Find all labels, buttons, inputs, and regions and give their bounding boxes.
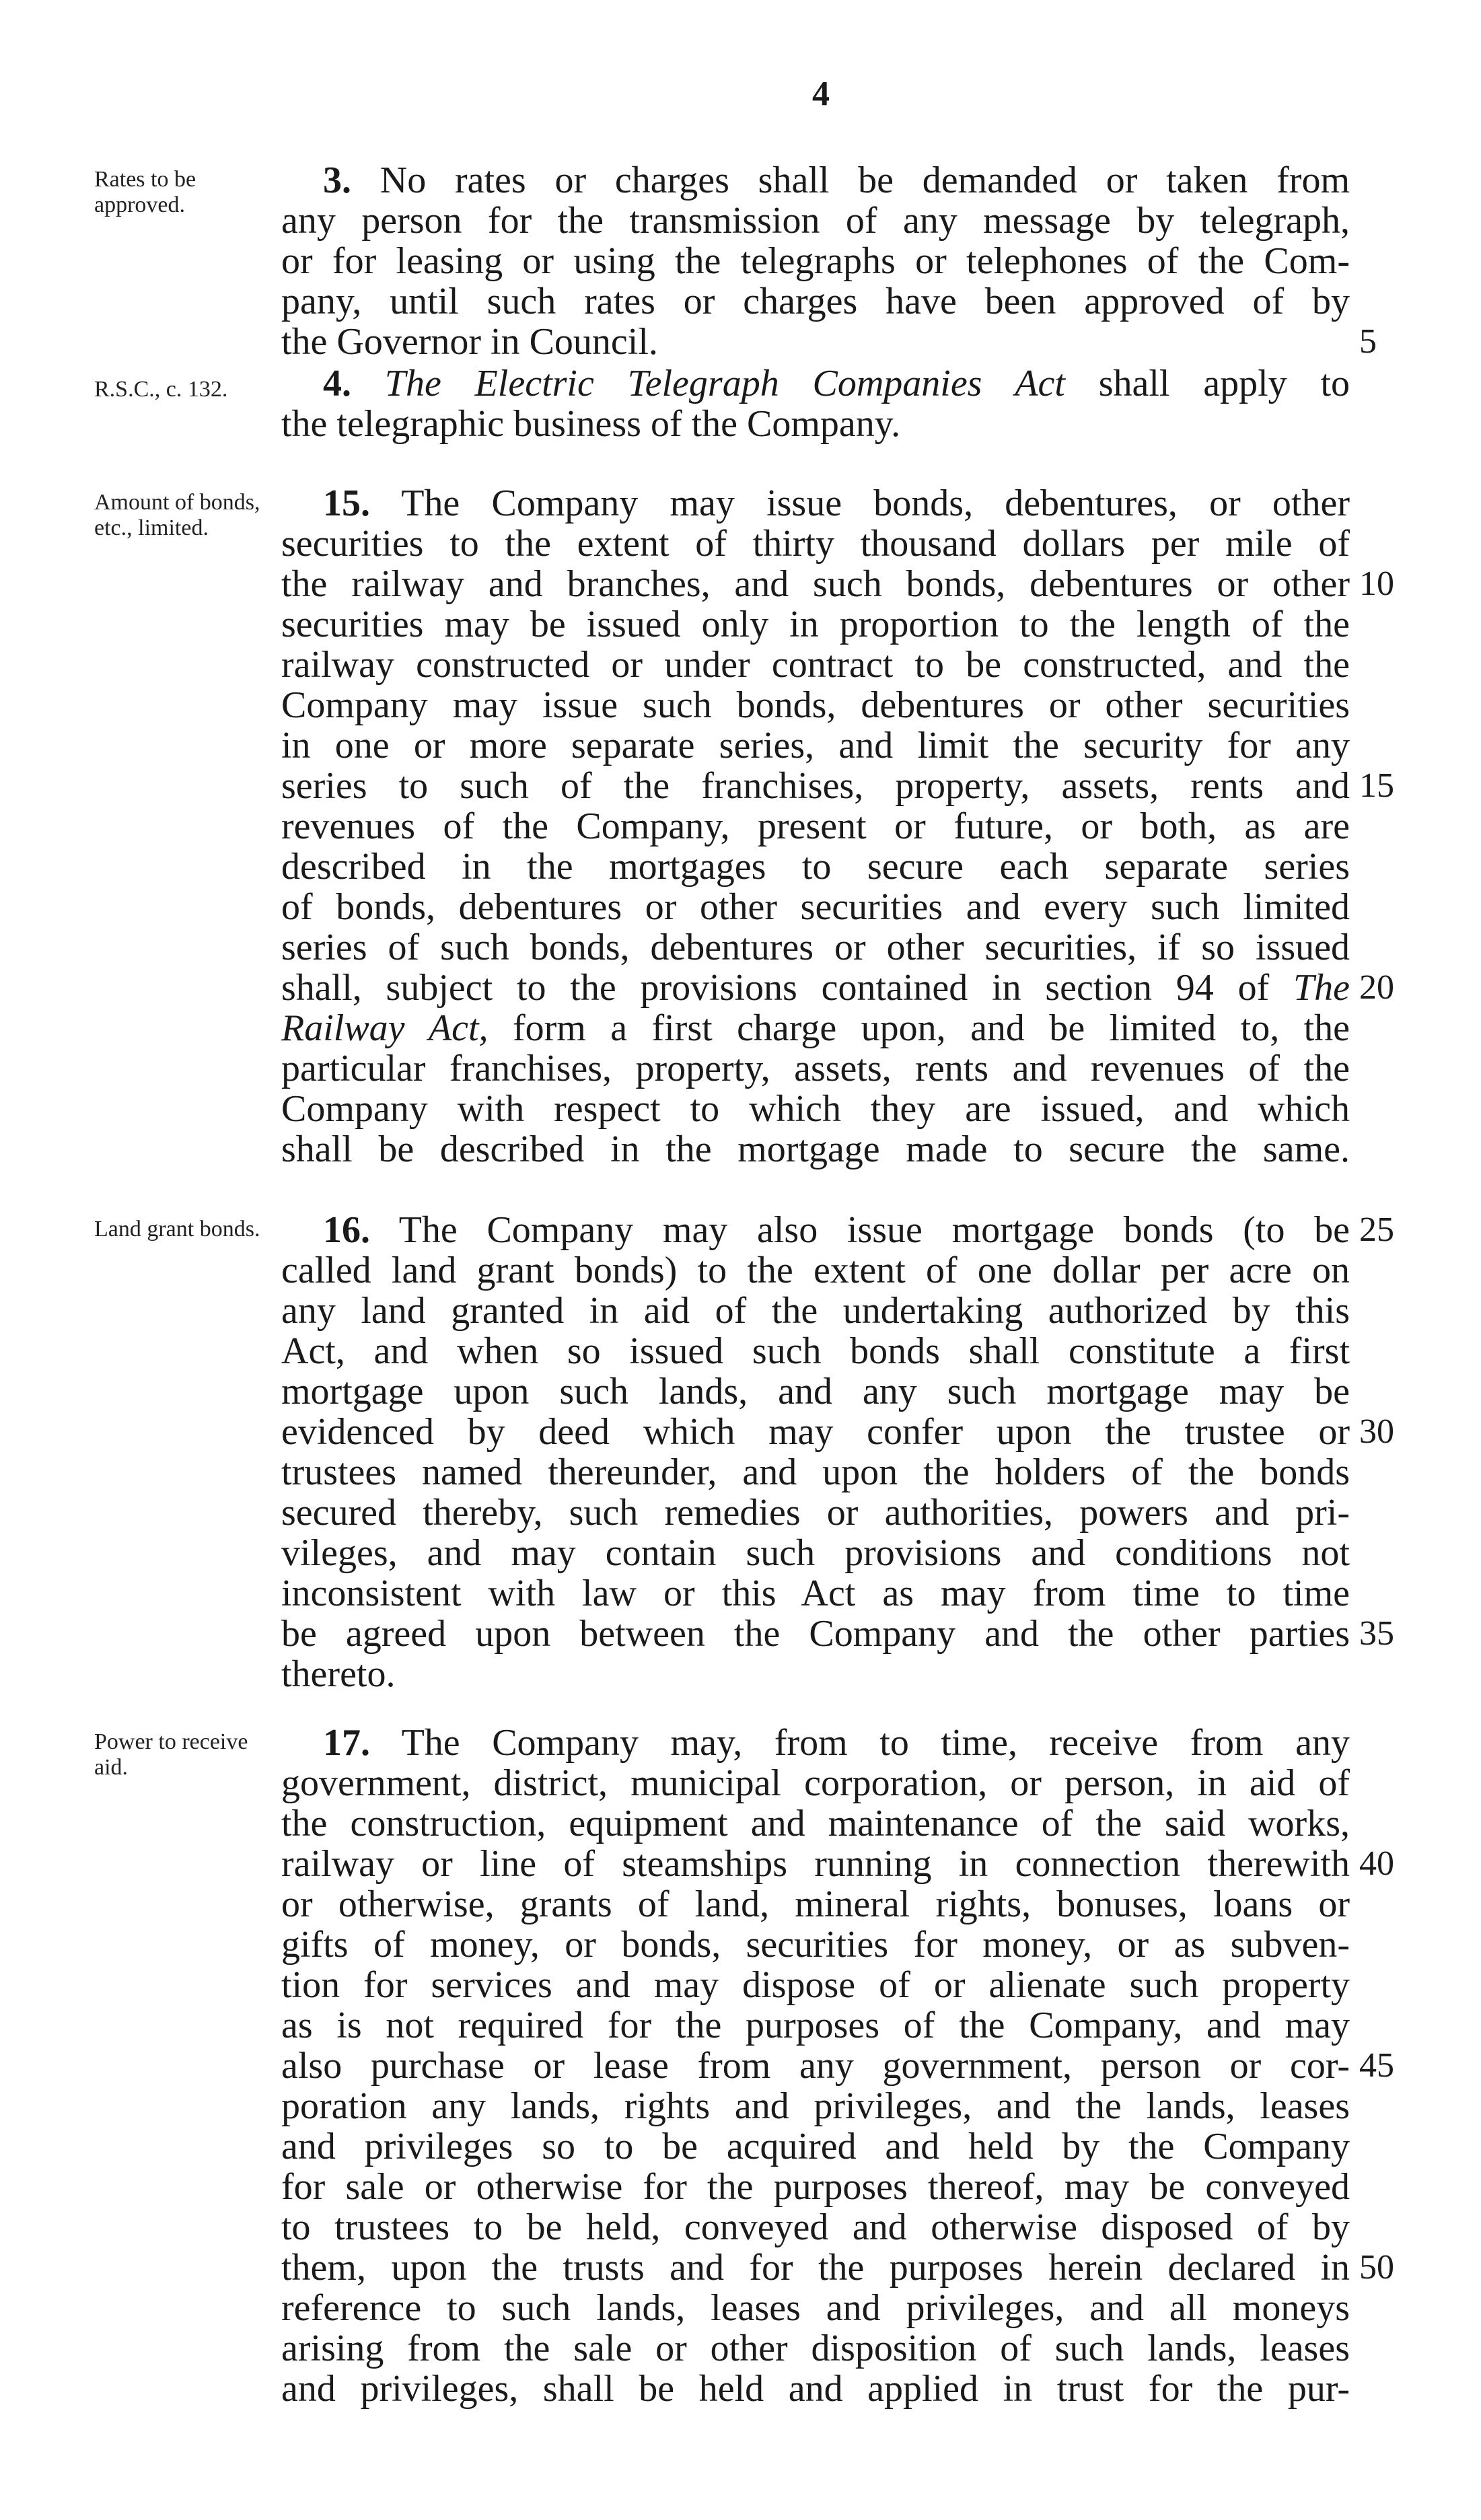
text-line: railway or line of steamships running in connection therewith	[281, 1843, 1350, 1885]
text-line: Company with respect to which they are issued, and which	[281, 1088, 1350, 1130]
text-line: poration any lands, rights and privileges, and the lands, leases	[281, 2085, 1350, 2127]
section-number: 15.	[323, 482, 370, 524]
text-line: thereto.	[281, 1653, 396, 1695]
text-line: Act, and when so issued such bonds shall constitute a first	[281, 1330, 1350, 1372]
text-line: inconsistent with law or this Act as may from time to time	[281, 1573, 1350, 1614]
text-line: particular franchises, property, assets, rents and revenues of the	[281, 1048, 1350, 1089]
line-number: 10	[1359, 565, 1394, 603]
section-number: 16.	[323, 1209, 370, 1251]
act-title: Railway Act,	[281, 1007, 489, 1049]
text-line: securities may be issued only in proportion to the length of the	[281, 604, 1350, 645]
text-line: vileges, and may contain such provisions and conditions not	[281, 1532, 1350, 1574]
text-line: reference to such lands, leases and privileges, and all moneys	[281, 2287, 1350, 2329]
text-line: securities to the extent of thirty thousand dollars per mile of	[281, 523, 1350, 565]
section-number: 17.	[323, 1722, 370, 1764]
text-line: railway constructed or under contract to be constructed, and the	[281, 644, 1350, 686]
margin-note-rsc: R.S.C., c. 132.	[94, 377, 228, 402]
text-line: for sale or otherwise for the purposes thereof, may be conveyed	[281, 2166, 1350, 2208]
text-line: and privileges, shall be held and applied in trust for the pur-	[281, 2368, 1350, 2410]
margin-note-land-grant: Land grant bonds.	[94, 1217, 260, 1241]
text-line: trustees named thereunder, and upon the holders of the bonds	[281, 1451, 1350, 1493]
text-line: any land granted in aid of the undertaking authorized by this	[281, 1290, 1350, 1332]
text-line: evidenced by deed which may confer upon the trustee or	[281, 1411, 1350, 1453]
text-line: series to such of the franchises, property, assets, rents and	[281, 765, 1350, 807]
line-number: 45	[1359, 2046, 1394, 2085]
text-line: the construction, equipment and maintenance of the said works,	[281, 1803, 1350, 1844]
text-line: 4. The Electric Telegraph Companies Act shall apply to	[323, 363, 1350, 404]
text-line: of bonds, debentures or other securities and every such limited	[281, 886, 1350, 928]
text-line: the railway and branches, and such bonds, debentures or other	[281, 563, 1350, 605]
text-line: 17. The Company may, from to time, receive from any	[323, 1722, 1350, 1764]
text-line: them, upon the trusts and for the purposes herein declared in	[281, 2247, 1350, 2289]
text-line: gifts of money, or bonds, securities for money, or as subven-	[281, 1924, 1350, 1966]
act-title: The	[1293, 967, 1350, 1009]
line-number: 35	[1359, 1614, 1394, 1653]
text-line: arising from the sale or other disposition of such lands, leases	[281, 2328, 1350, 2369]
text-line: or for leasing or using the telegraphs or telephones of the Com-	[281, 240, 1350, 282]
text-line: pany, until such rates or charges have been approved of by	[281, 281, 1350, 322]
section-number: 3.	[323, 159, 351, 201]
text-line: described in the mortgages to secure each separate series	[281, 846, 1350, 888]
text-line: be agreed upon between the Company and the other parties	[281, 1613, 1350, 1655]
text-line: 15. The Company may issue bonds, debentures, or other	[323, 482, 1350, 524]
line-number: 5	[1359, 322, 1377, 361]
text-line: shall, subject to the provisions contained in section 94 of The	[281, 967, 1350, 1009]
text-line: called land grant bonds) to the extent of one dollar per acre on	[281, 1250, 1350, 1291]
text-line: as is not required for the purposes of the Company, and may	[281, 2005, 1350, 2046]
section-number: 4.	[323, 363, 351, 404]
text-line: or otherwise, grants of land, mineral rights, bonuses, loans or	[281, 1883, 1350, 1925]
text-line: also purchase or lease from any government, person or cor-	[281, 2045, 1350, 2087]
text-line: any person for the transmission of any message by telegraph,	[281, 200, 1350, 242]
text-line: Railway Act, form a first charge upon, and be limited to, the	[281, 1007, 1350, 1049]
line-number: 15	[1359, 766, 1394, 805]
text-line: Company may issue such bonds, debentures or other securities	[281, 684, 1350, 726]
act-title: The Electric Telegraph Companies Act	[384, 363, 1065, 404]
text-line: 16. The Company may also issue mortgage bonds (to be	[323, 1209, 1350, 1251]
text-line: to trustees to be held, conveyed and otherwise disposed of by	[281, 2206, 1350, 2248]
text-line: shall be described in the mortgage made to secure the same.	[281, 1128, 1350, 1170]
text-line: government, district, municipal corporation, or person, in aid of	[281, 1762, 1350, 1804]
text-line: secured thereby, such remedies or authorities, powers and pri-	[281, 1492, 1350, 1534]
margin-note-rates: Rates to be approved.	[94, 167, 196, 217]
text-line: series of such bonds, debentures or other securities, if so issued	[281, 927, 1350, 968]
line-number: 20	[1359, 968, 1394, 1007]
line-number: 50	[1359, 2248, 1394, 2287]
text-line: revenues of the Company, present or future, or both, as are	[281, 805, 1350, 847]
line-number: 30	[1359, 1412, 1394, 1451]
text-line: 3. No rates or charges shall be demanded or taken from	[323, 159, 1350, 201]
margin-note-power-aid: Power to receive aid.	[94, 1729, 248, 1780]
text-line: and privileges so to be acquired and held by the Company	[281, 2126, 1350, 2167]
margin-note-amount-bonds: Amount of bonds, etc., limited.	[94, 490, 260, 540]
text-line: mortgage upon such lands, and any such mortgage may be	[281, 1371, 1350, 1412]
text-line: the Governor in Council.	[281, 321, 658, 363]
line-number: 40	[1359, 1844, 1394, 1883]
page-number: 4	[812, 75, 830, 113]
text-line: in one or more separate series, and limit the security for any	[281, 725, 1350, 766]
text-line: the telegraphic business of the Company.	[281, 403, 901, 445]
line-number: 25	[1359, 1211, 1394, 1249]
text-line: tion for services and may dispose of or alienate such property	[281, 1964, 1350, 2006]
